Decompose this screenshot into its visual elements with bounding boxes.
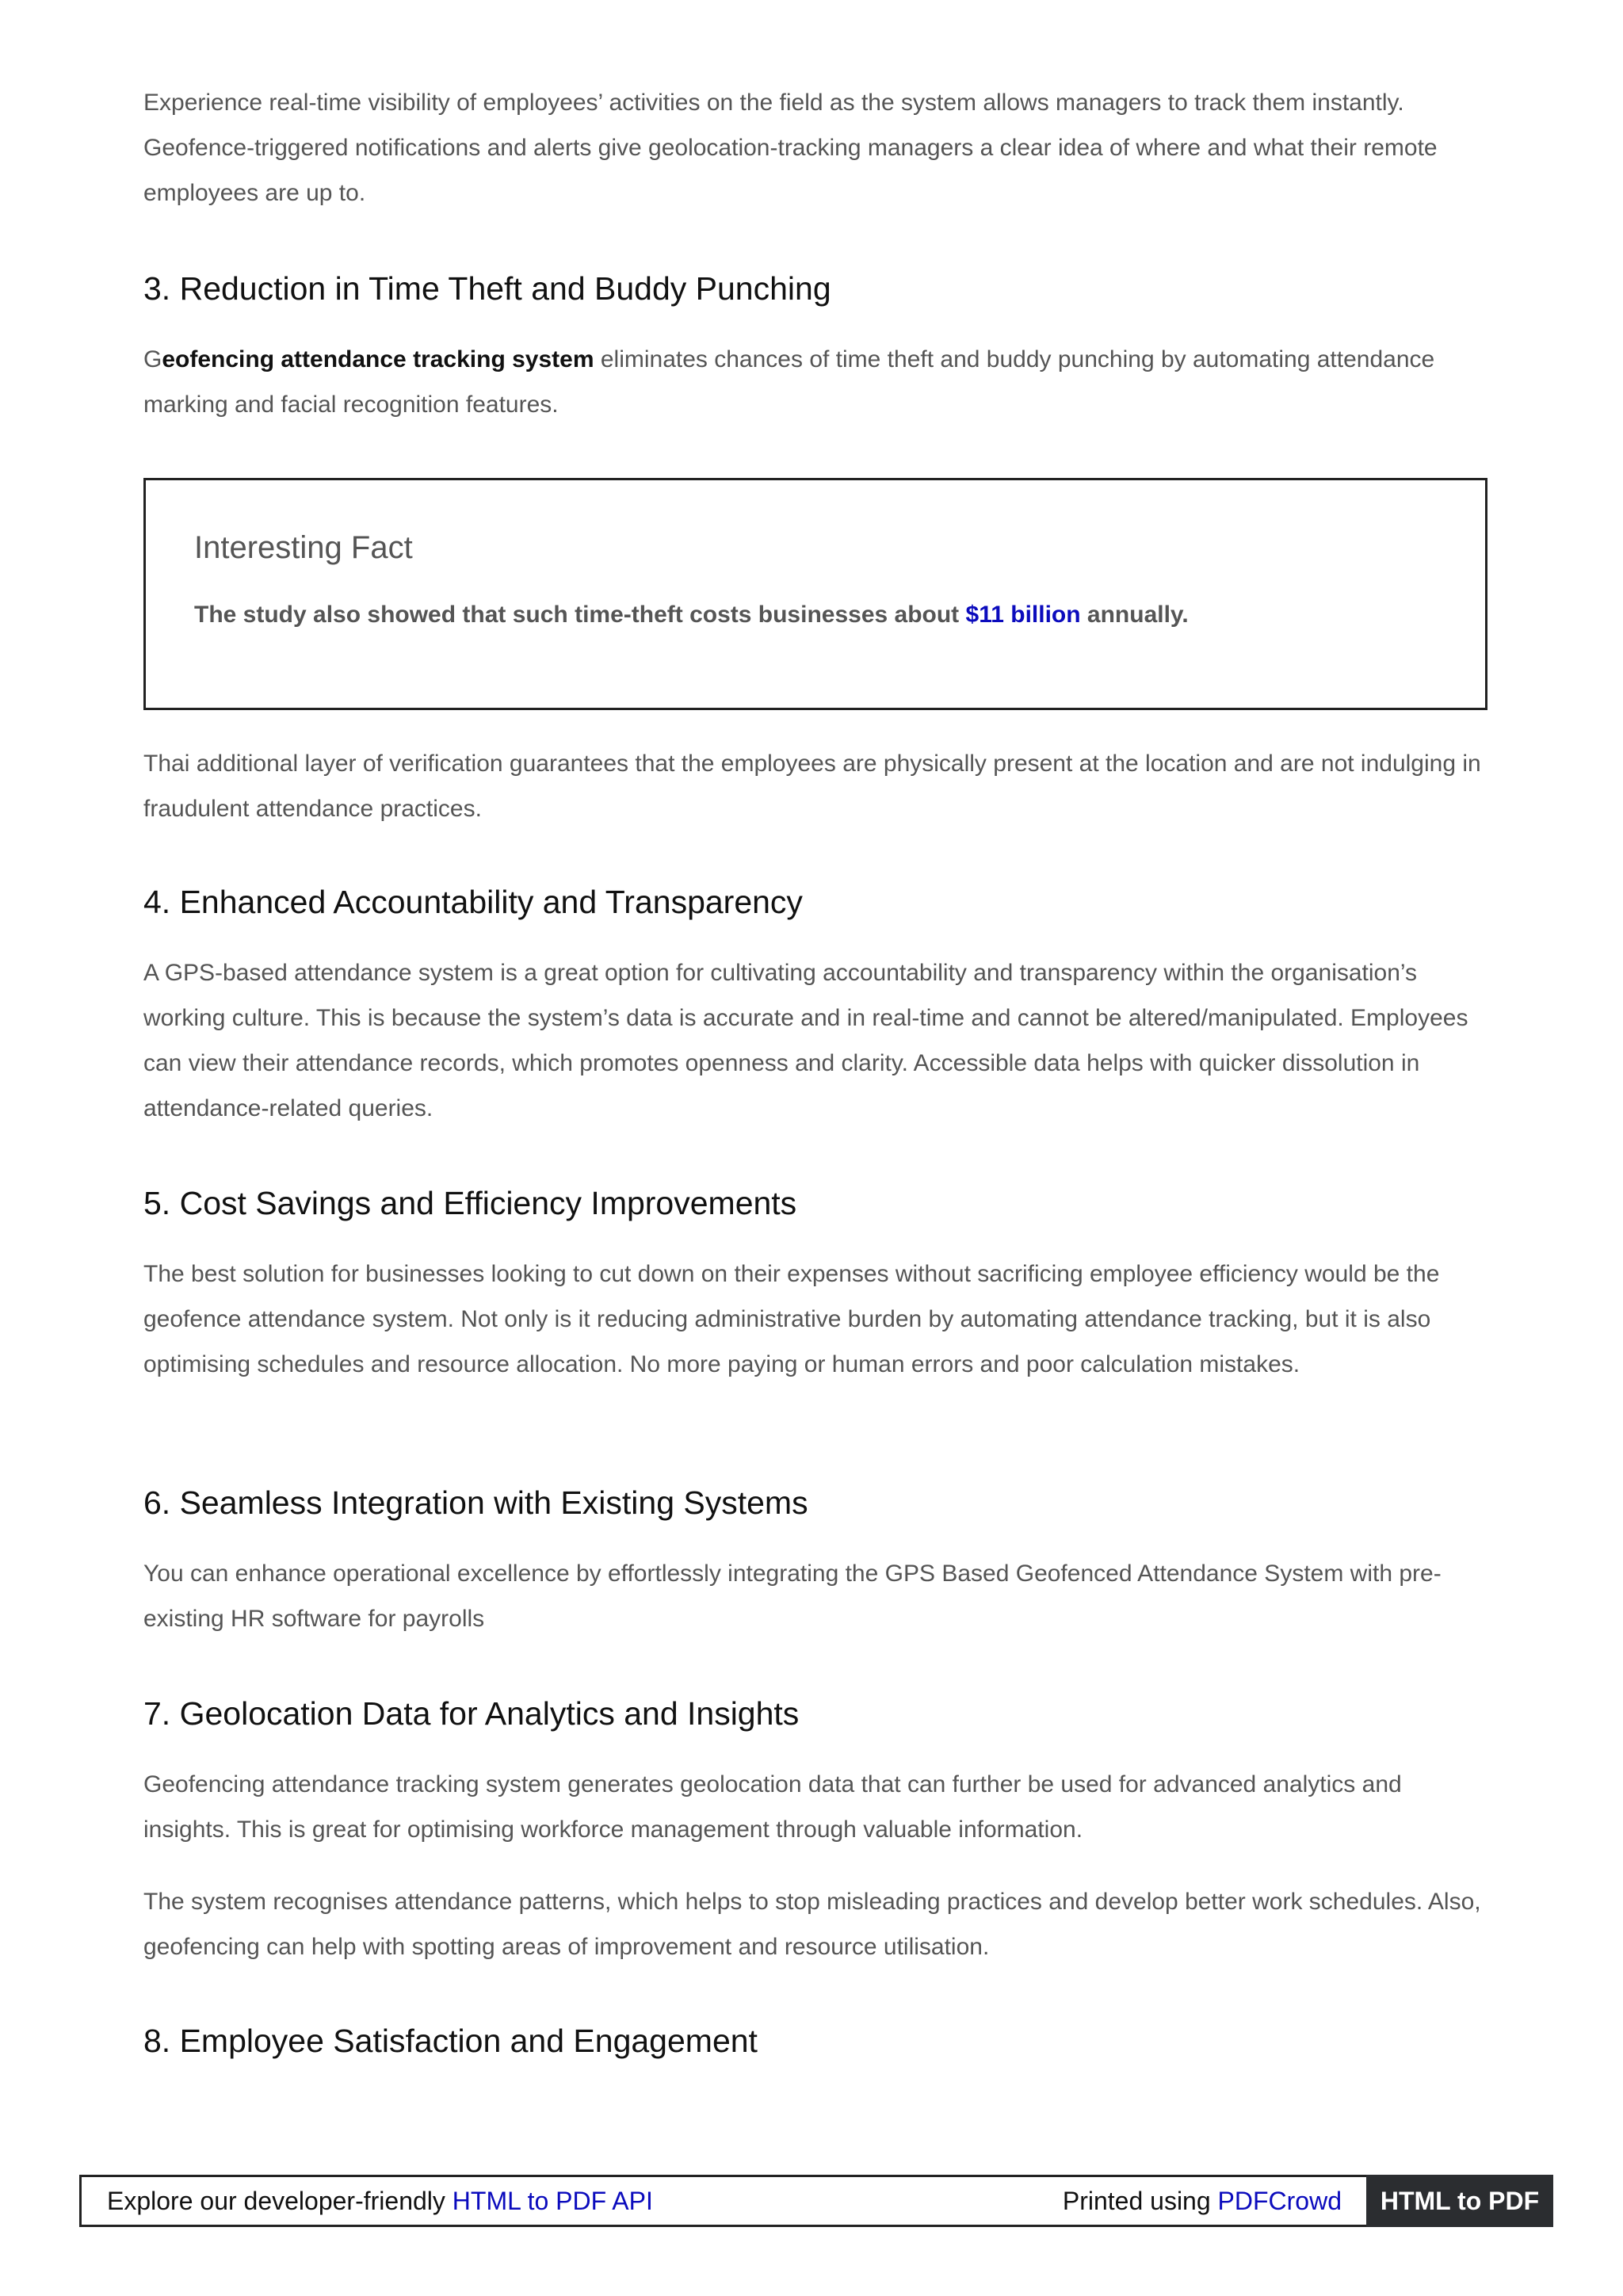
section-3-paragraph-1 <box>143 337 1491 427</box>
pdfcrowd-link[interactable]: PDFCrowd <box>1217 2187 1342 2215</box>
fact-text-after: annually. <box>1080 602 1189 628</box>
section-3-lead-letter: G <box>143 346 162 372</box>
footer-left-text <box>107 2177 653 2225</box>
section-3-paragraph-rest: eliminates chances of time theft and buddy punching by automating attendance marking and facial recognition features. <box>143 346 1435 418</box>
html-to-pdf-button[interactable]: HTML to PDF <box>1366 2175 1553 2227</box>
section-6-paragraph: You can enhance operational excellence by effortlessly integrating the GPS Based Geofenced Attendance System with pre-existing HR software for payrolls <box>143 1561 1442 1632</box>
footer-left-label: Explore our developer-friendly <box>107 2187 453 2215</box>
footer-right-label: Printed using <box>1062 2187 1218 2215</box>
interesting-fact-box <box>143 478 1487 710</box>
fact-text <box>194 599 1189 631</box>
fact-title: Interesting Fact <box>194 530 413 565</box>
section-7-paragraph-1: Geofencing attendance tracking system generates geolocation data that can further be used for advanced analytics and insights. This is great for optimising workforce management through valuable information. <box>143 1771 1402 1843</box>
footer-right-text <box>1063 2177 1342 2225</box>
section-4-heading: 4. Enhanced Accountability and Transparency <box>143 884 803 920</box>
section-8-heading: 8. Employee Satisfaction and Engagement <box>143 2023 758 2059</box>
fact-text-before: The study also showed that such time-theft costs businesses about <box>194 602 966 628</box>
section-4-paragraph: A GPS-based attendance system is a great option for cultivating accountability and transparency within the organisation’s working culture. This is because the system’s data is accurate and in real-time and cannot be altered/manipulated. Employees can view their attendance records, which promotes openness and clarity. Accessible data helps with quicker dissolution in attendance-related queries. <box>143 960 1468 1121</box>
section-3-heading: 3. Reduction in Time Theft and Buddy Punching <box>143 270 831 307</box>
section-7-heading: 7. Geolocation Data for Analytics and Insights <box>143 1695 800 1732</box>
section-3-paragraph-2: Thai additional layer of verification guarantees that the employees are physically present at the location and are not indulging in fraudulent attendance practices. <box>143 751 1481 822</box>
intro-paragraph: Experience real-time visibility of employees’ activities on the field as the system allows managers to track them instantly. Geofence-triggered notifications and alerts give geolocation-tracking managers a clear idea of where and what their remote employees are up to. <box>143 90 1438 206</box>
fact-stat-link[interactable]: $11 billion <box>965 602 1081 628</box>
section-7-paragraph-2: The system recognises attendance patterns, which helps to stop misleading practices and develop better work schedules. Also, geofencing can help with spotting areas of improvement and resource utilisation. <box>143 1889 1481 1960</box>
section-5-paragraph: The best solution for businesses looking to cut down on their expenses without sacrificing employee efficiency would be the geofence attendance system. Not only is it reducing administrative burden by automating attendance tracking, but it is also optimising schedules and resource allocation. No more paying or human errors and poor calculation mistakes. <box>143 1261 1440 1377</box>
section-5-heading: 5. Cost Savings and Efficiency Improvements <box>143 1185 797 1221</box>
pdf-footer-bar <box>79 2175 1553 2227</box>
section-3-bold-link[interactable]: eofencing attendance tracking system <box>162 346 594 372</box>
section-6-heading: 6. Seamless Integration with Existing Systems <box>143 1484 808 1521</box>
html-to-pdf-api-link[interactable]: HTML to PDF API <box>452 2187 653 2215</box>
